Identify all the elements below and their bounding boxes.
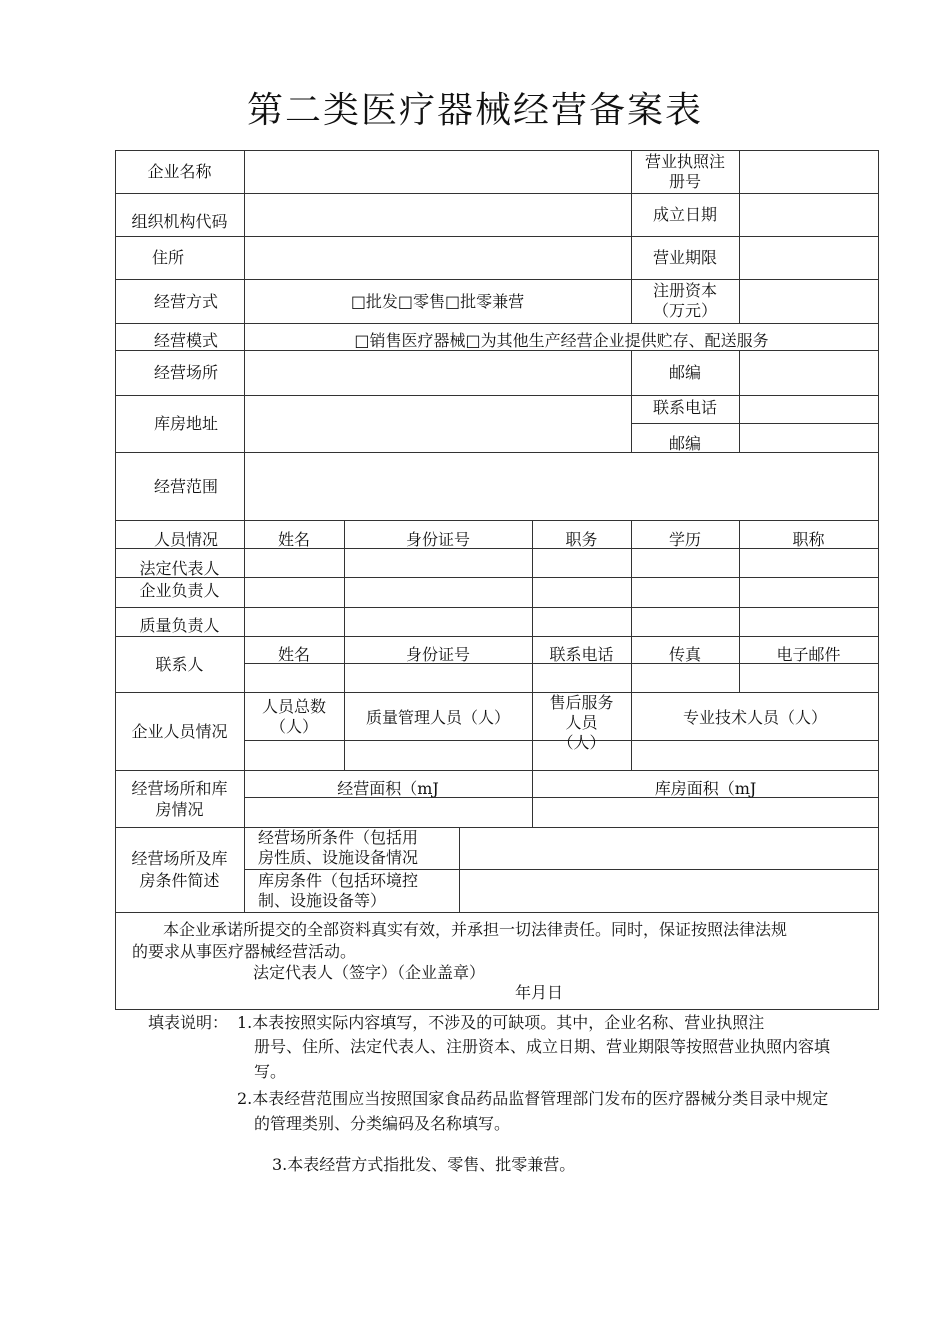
conditions-warehouse-field[interactable] [459, 869, 878, 912]
company-name-field[interactable] [244, 150, 631, 193]
pledge-signature: 法定代表人（签字）（企业盖章） [253, 962, 486, 982]
note-1-line-3: 写。 [254, 1062, 287, 1081]
label-term: 营业期限 [652, 248, 717, 267]
label-personnel: 人员情况 [153, 529, 218, 549]
capital-field[interactable] [739, 279, 878, 323]
page-title: 第二类医疗器械经营备案表 [246, 90, 703, 131]
postcode-2-field[interactable] [739, 423, 878, 452]
established-field[interactable] [739, 193, 878, 236]
label-postcode-1: 邮编 [668, 363, 701, 382]
label-staff: 企业人员情况 [131, 721, 228, 741]
pledge-line-2: 的要求从事医疗器械经营活动。 [132, 941, 357, 961]
postcode-1-field[interactable] [739, 350, 878, 395]
staff-header-technical: 专业技术人员（人） [682, 707, 827, 727]
contact-header-fax: 传真 [668, 644, 701, 664]
staff-header-quality: 质量管理人员（人） [365, 707, 510, 727]
scope-field[interactable] [244, 452, 879, 520]
warehouse-address-field[interactable] [244, 395, 631, 452]
conditions-premises: 经营场所条件（包括用 房性质、设施设备情况 [258, 828, 419, 867]
role-company-head: 企业负责人 [139, 580, 220, 600]
contact-header-phone: 联系电话 [549, 644, 614, 664]
personnel-header-position: 职务 [565, 529, 598, 549]
contact-header-email: 电子邮件 [776, 644, 841, 664]
staff-header-aftersales: 售后服务 人员 （人） [549, 693, 614, 752]
label-conditions: 经营场所及库 房条件简述 [131, 848, 228, 890]
pledge-line-1: 本企业承诺所提交的全部资料真实有效，并承担一切法律责任。同时，保证按照法律法规 [163, 919, 788, 939]
label-premises: 经营场所 [153, 363, 218, 382]
mode-options[interactable]: □批发□零售□批零兼营 [350, 291, 525, 311]
note-1-line-2: 册号、住所、法定代表人、注册资本、成立日期、营业期限等按照营业执照内容填 [254, 1037, 831, 1056]
note-2-line-2: 的管理类别、分类编码及名称填写。 [254, 1114, 511, 1133]
label-contact: 联系人 [155, 654, 204, 674]
license-no-field[interactable] [739, 150, 878, 193]
personnel-header-name: 姓名 [277, 529, 310, 549]
personnel-header-title: 职称 [792, 529, 825, 549]
notes-label: 填表说明： [148, 1013, 229, 1032]
phone-field[interactable] [739, 395, 878, 423]
org-code-field[interactable] [244, 193, 631, 236]
conditions-warehouse: 库房条件（包括环境控 制、设施设备等） [258, 870, 419, 910]
premises-field[interactable] [244, 350, 631, 395]
pledge-date: 年月日 [515, 982, 564, 1002]
filing-form [115, 150, 879, 1010]
contact-header-name: 姓名 [277, 644, 310, 664]
label-scope: 经营范围 [153, 476, 218, 496]
label-established: 成立日期 [652, 205, 717, 224]
label-mode: 经营方式 [153, 291, 218, 311]
personnel-header-education: 学历 [668, 529, 701, 549]
personnel-header-id: 身份证号 [405, 529, 470, 549]
label-company-name: 企业名称 [147, 162, 212, 181]
contact-header-id: 身份证号 [405, 644, 470, 664]
note-1-line-1: 1.本表按照实际内容填写，不涉及的可缺项。其中，企业名称、营业执照注 [237, 1013, 765, 1032]
term-field[interactable] [739, 236, 878, 279]
model-options[interactable]: □销售医疗器械□为其他生产经营企业提供贮存、配送服务 [354, 330, 769, 350]
area-header-warehouse: 库房面积（mJ [654, 778, 757, 798]
conditions-premises-field[interactable] [459, 827, 878, 869]
label-model: 经营模式 [153, 330, 218, 350]
note-3: 3.本表经营方式指批发、零售、批零兼营。 [272, 1155, 576, 1174]
table-border [115, 1009, 879, 1010]
label-area: 经营场所和库 房情况 [131, 778, 228, 819]
area-header-business: 经营面积（mJ [337, 778, 439, 798]
label-address: 住所 [151, 248, 184, 267]
staff-header-total: 人员总数 （人） [261, 697, 326, 736]
label-capital: 注册资本 （万元） [652, 281, 717, 320]
role-legal-rep: 法定代表人 [139, 558, 220, 578]
address-field[interactable] [244, 236, 631, 279]
label-warehouse-address: 库房地址 [153, 414, 218, 433]
label-license-no: 营业执照注 册号 [644, 151, 725, 191]
label-phone: 联系电话 [652, 398, 717, 417]
label-org-code: 组织机构代码 [131, 211, 228, 231]
note-2-line-1: 2.本表经营范围应当按照国家食品药品监督管理部门发布的医疗器械分类目录中规定 [237, 1089, 829, 1108]
label-postcode-2: 邮编 [668, 433, 701, 453]
role-quality-head: 质量负责人 [139, 615, 220, 635]
staff-header-aftersales-wrap [532, 693, 631, 752]
